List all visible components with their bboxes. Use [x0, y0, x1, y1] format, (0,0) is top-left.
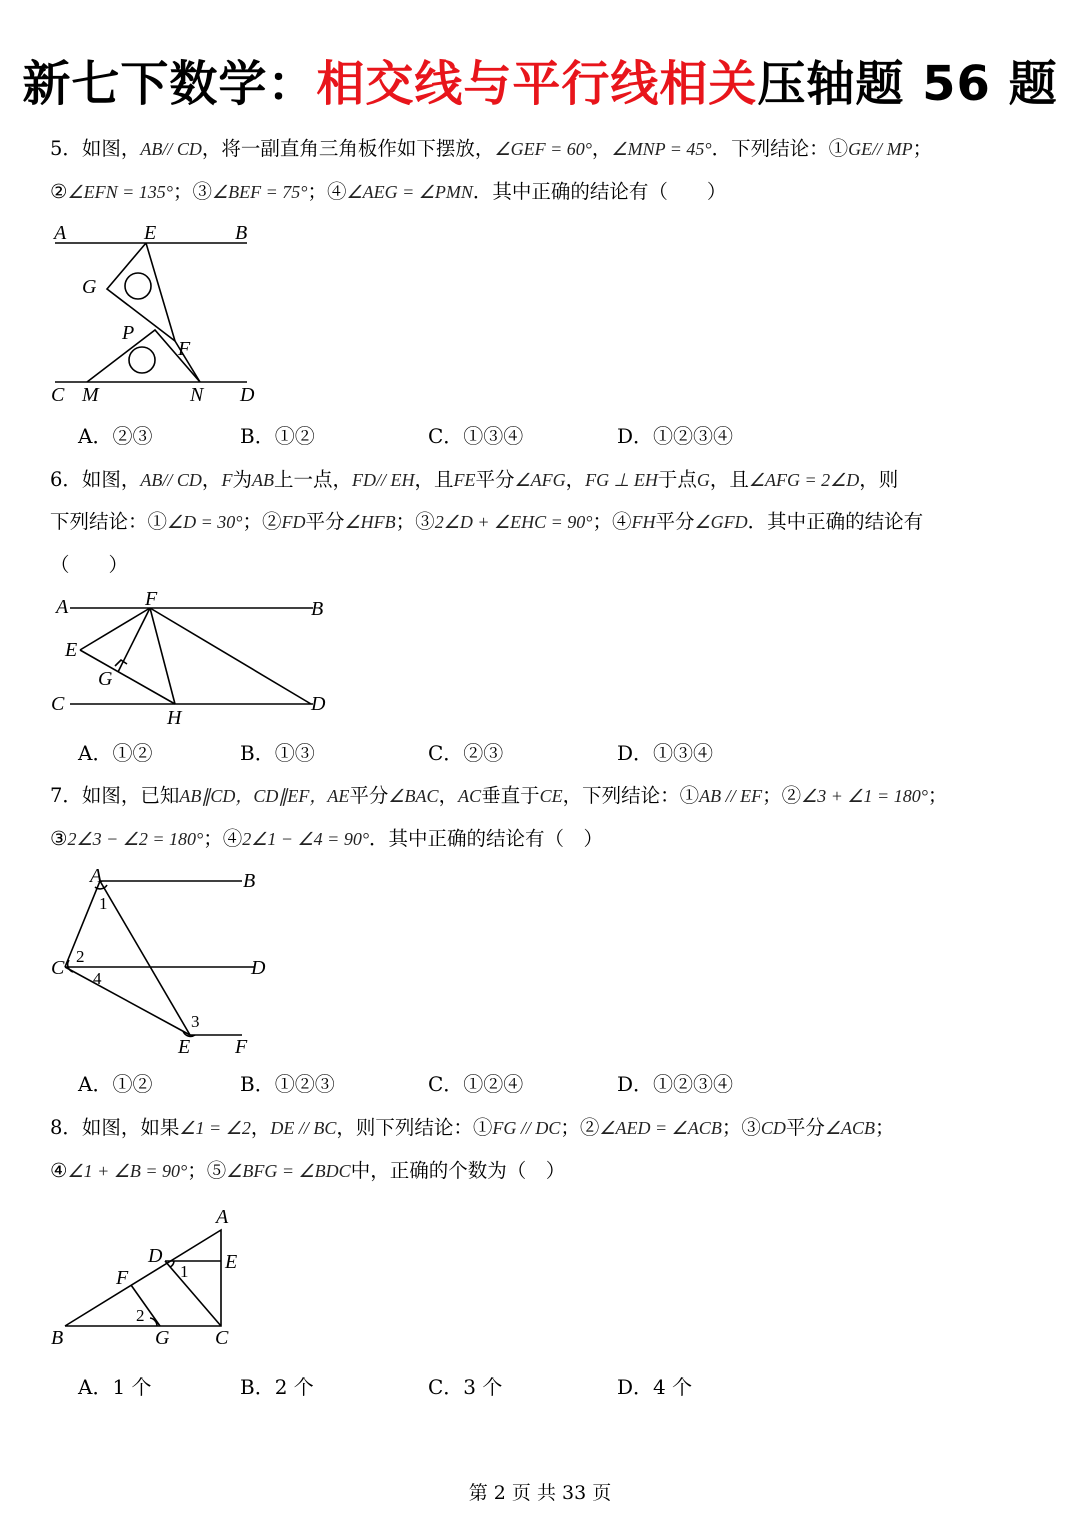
title-part-2-highlight: 相交线与平行线相关: [316, 56, 758, 112]
q8-option-c[interactable]: C．3 个: [428, 1375, 503, 1399]
angle-label: 2: [76, 947, 85, 966]
point-label: G: [155, 1327, 170, 1349]
q8-option-d[interactable]: D．4 个: [617, 1375, 693, 1399]
q5-option-a[interactable]: A．②③: [78, 424, 153, 448]
q6-option-c[interactable]: C．②③: [428, 741, 504, 765]
q5-option-d[interactable]: D．①②③④: [617, 424, 734, 448]
point-label: D: [251, 957, 266, 979]
q8-stem-line-1: 8．如图，如果∠1 = ∠2，DE // BC，则下列结论：①FG // DC；②∠AED = ∠ACB；③CD平分∠ACB；: [50, 1116, 895, 1139]
q5-option-b[interactable]: B．①②: [240, 424, 315, 448]
point-label: E: [225, 1251, 238, 1273]
point-label: B: [243, 870, 256, 892]
q5-option-c[interactable]: C．①③④: [428, 424, 524, 448]
point-label: F: [145, 588, 158, 610]
q7-option-c[interactable]: C．①②④: [428, 1072, 524, 1096]
point-label: G: [98, 668, 113, 690]
point-label: F: [178, 338, 191, 360]
angle-label: 1: [99, 894, 108, 913]
point-label: H: [167, 707, 182, 729]
point-label: D: [240, 384, 255, 406]
point-label: G: [82, 276, 97, 298]
q6-option-d[interactable]: D．①③④: [617, 741, 714, 765]
point-label: F: [235, 1036, 248, 1058]
angle-label: 2: [136, 1306, 145, 1325]
point-label: F: [116, 1267, 129, 1289]
q5-stem-line-2: ②∠EFN = 135°；③∠BEF = 75°；④∠AEG = ∠PMN．其中正确的结论有（ ）: [50, 180, 727, 203]
point-label: A: [90, 865, 103, 887]
q8-option-b[interactable]: B．2 个: [240, 1375, 314, 1399]
q6-figure: [45, 588, 345, 728]
q6-figure-labels: [51, 588, 326, 729]
q5-stem-line-1: 5．如图，AB// CD，将一副直角三角板作如下摆放，∠GEF = 60°，∠MNP = 45°．下列结论：①GE// MP；: [50, 137, 933, 160]
q6-option-b[interactable]: B．①③: [240, 741, 315, 765]
point-label: M: [82, 384, 99, 406]
q7-option-a[interactable]: A．①②: [78, 1072, 153, 1096]
q7-stem-line-1: 7．如图，已知AB∥CD，CD∥EF，AE平分∠BAC，AC垂直于CE，下列结论：①AB // EF；②∠3 + ∠1 = 180°；: [50, 784, 948, 807]
point-label: B: [311, 598, 324, 620]
point-label: B: [51, 1327, 64, 1349]
q6-option-a[interactable]: A．①②: [78, 741, 153, 765]
q7-figure: [45, 865, 285, 1060]
point-label: C: [215, 1327, 229, 1349]
angle-label: 3: [191, 1012, 200, 1031]
q7-figure-labels: [51, 865, 266, 1058]
point-label: E: [65, 639, 78, 661]
angle-label: 4: [93, 969, 102, 988]
point-label: A: [216, 1206, 229, 1228]
page-footer: 第 2 页 共 33 页: [468, 1482, 612, 1504]
point-label: C: [51, 384, 65, 406]
title-part-3: 压轴题 56 题: [757, 56, 1058, 112]
point-label: C: [51, 693, 65, 715]
point-label: D: [311, 693, 326, 715]
point-label: N: [190, 384, 204, 406]
q6-stem-line-1: 6．如图，AB// CD，F为AB上一点，FD// EH，且FE平分∠AFG，FG ⊥ EH于点G，且∠AFG = 2∠D，则: [50, 468, 899, 491]
q5-figure: [40, 215, 280, 415]
point-label: A: [54, 222, 67, 244]
point-label: A: [56, 596, 69, 618]
point-label: E: [178, 1036, 191, 1058]
q8-stem-line-2: ④∠1 + ∠B = 90°；⑤∠BFG = ∠BDC中，正确的个数为（ ）: [50, 1159, 566, 1182]
page-title: [0, 52, 1080, 116]
point-label: E: [144, 222, 157, 244]
q6-stem-line-2: 下列结论：①∠D = 30°；②FD平分∠HFB；③2∠D + ∠EHC = 90°；④FH平分∠GFD．其中正确的结论有: [50, 510, 924, 533]
q8-option-a[interactable]: A．1 个: [78, 1375, 152, 1399]
q8-figure: [45, 1202, 265, 1357]
q6-stem-line-3: （ ）: [50, 553, 129, 576]
angle-label: 1: [180, 1262, 189, 1281]
point-label: C: [51, 957, 65, 979]
point-label: P: [122, 322, 135, 344]
q7-option-d[interactable]: D．①②③④: [617, 1072, 734, 1096]
title-part-1: 新七下数学：: [22, 56, 317, 112]
point-label: B: [235, 222, 248, 244]
q7-stem-line-2: ③2∠3 − ∠2 = 180°；④2∠1 − ∠4 = 90°．其中正确的结论有（ ）: [50, 827, 604, 850]
point-label: D: [148, 1245, 163, 1267]
q7-option-b[interactable]: B．①②③: [240, 1072, 335, 1096]
q5-figure-labels: [51, 222, 255, 406]
